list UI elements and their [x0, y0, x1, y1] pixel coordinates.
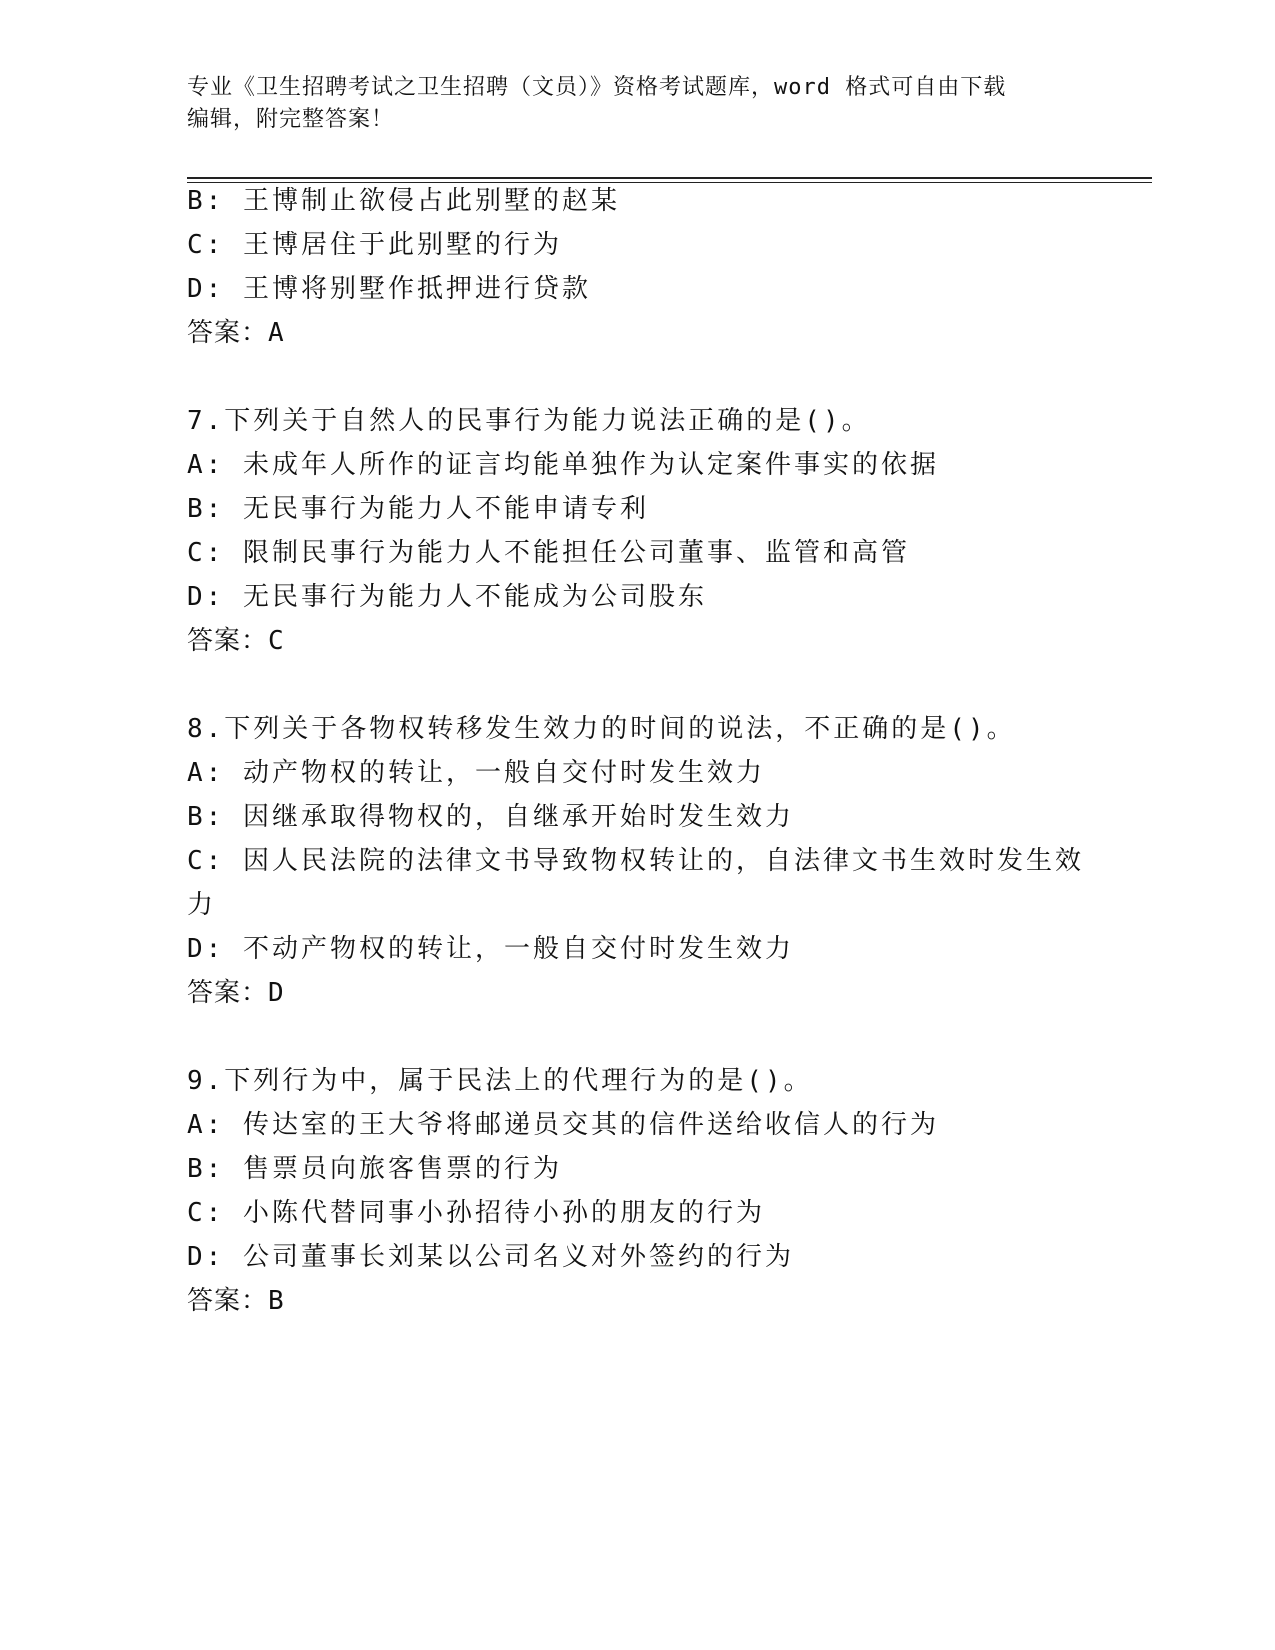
- q6-option-d: D: 王博将别墅作抵押进行贷款: [187, 274, 591, 304]
- document-header: [187, 72, 1087, 136]
- header-line-2: 编辑，附完整答案！: [187, 107, 395, 132]
- q8-option-d: D: 不动产物权的转让，一般自交付时发生效力: [187, 934, 794, 964]
- q8-option-a: A: 动产物权的转让，一般自交付时发生效力: [187, 758, 765, 788]
- q8-answer: [187, 978, 285, 1008]
- q9-option-d: D: 公司董事长刘某以公司名义对外签约的行为: [187, 1242, 794, 1272]
- q7-answer-value: C: [268, 626, 285, 656]
- q9-option-a: A: 传达室的王大爷将邮递员交其的信件送给收信人的行为: [187, 1110, 939, 1140]
- q7-option-c: C: 限制民事行为能力人不能担任公司董事、监管和高管: [187, 538, 910, 568]
- header-line-1: 专业《卫生招聘考试之卫生招聘（文员）》资格考试题库，word 格式可自由下载: [187, 75, 1007, 100]
- q8-option-c-line-1: C: 因人民法院的法律文书导致物权转让的，自法律文书生效时发生效: [187, 846, 1084, 876]
- q9-option-c: C: 小陈代替同事小孙招待小孙的朋友的行为: [187, 1198, 765, 1228]
- q6-option-b: B: 王博制止欲侵占此别墅的赵某: [187, 186, 620, 216]
- q9-answer: [187, 1286, 285, 1316]
- q8-answer-label: 答案：: [187, 978, 269, 1008]
- q7-answer-label: 答案：: [187, 626, 269, 656]
- header-divider-thick: [187, 177, 1152, 179]
- q8-option-c-line-2: 力: [187, 890, 217, 920]
- q9-answer-value: B: [268, 1286, 285, 1316]
- q6-answer-label: 答案：: [187, 318, 269, 348]
- q7-answer: [187, 626, 285, 656]
- q8-question: 8.下列关于各物权转移发生效力的时间的说法，不正确的是()。: [187, 714, 1016, 744]
- q9-question: 9.下列行为中，属于民法上的代理行为的是()。: [187, 1066, 813, 1096]
- q9-answer-label: 答案：: [187, 1286, 269, 1316]
- q7-question: 7.下列关于自然人的民事行为能力说法正确的是()。: [187, 406, 871, 436]
- q7-option-b: B: 无民事行为能力人不能申请专利: [187, 494, 649, 524]
- q9-option-b: B: 售票员向旅客售票的行为: [187, 1154, 562, 1184]
- q6-option-c: C: 王博居住于此别墅的行为: [187, 230, 562, 260]
- q7-option-d: D: 无民事行为能力人不能成为公司股东: [187, 582, 707, 612]
- q6-answer: [187, 318, 285, 348]
- header-divider-thin: [187, 182, 1152, 183]
- q8-option-b: B: 因继承取得物权的，自继承开始时发生效力: [187, 802, 794, 832]
- q7-option-a: A: 未成年人所作的证言均能单独作为认定案件事实的依据: [187, 450, 939, 480]
- q6-answer-value: A: [268, 318, 285, 348]
- q8-answer-value: D: [268, 978, 285, 1008]
